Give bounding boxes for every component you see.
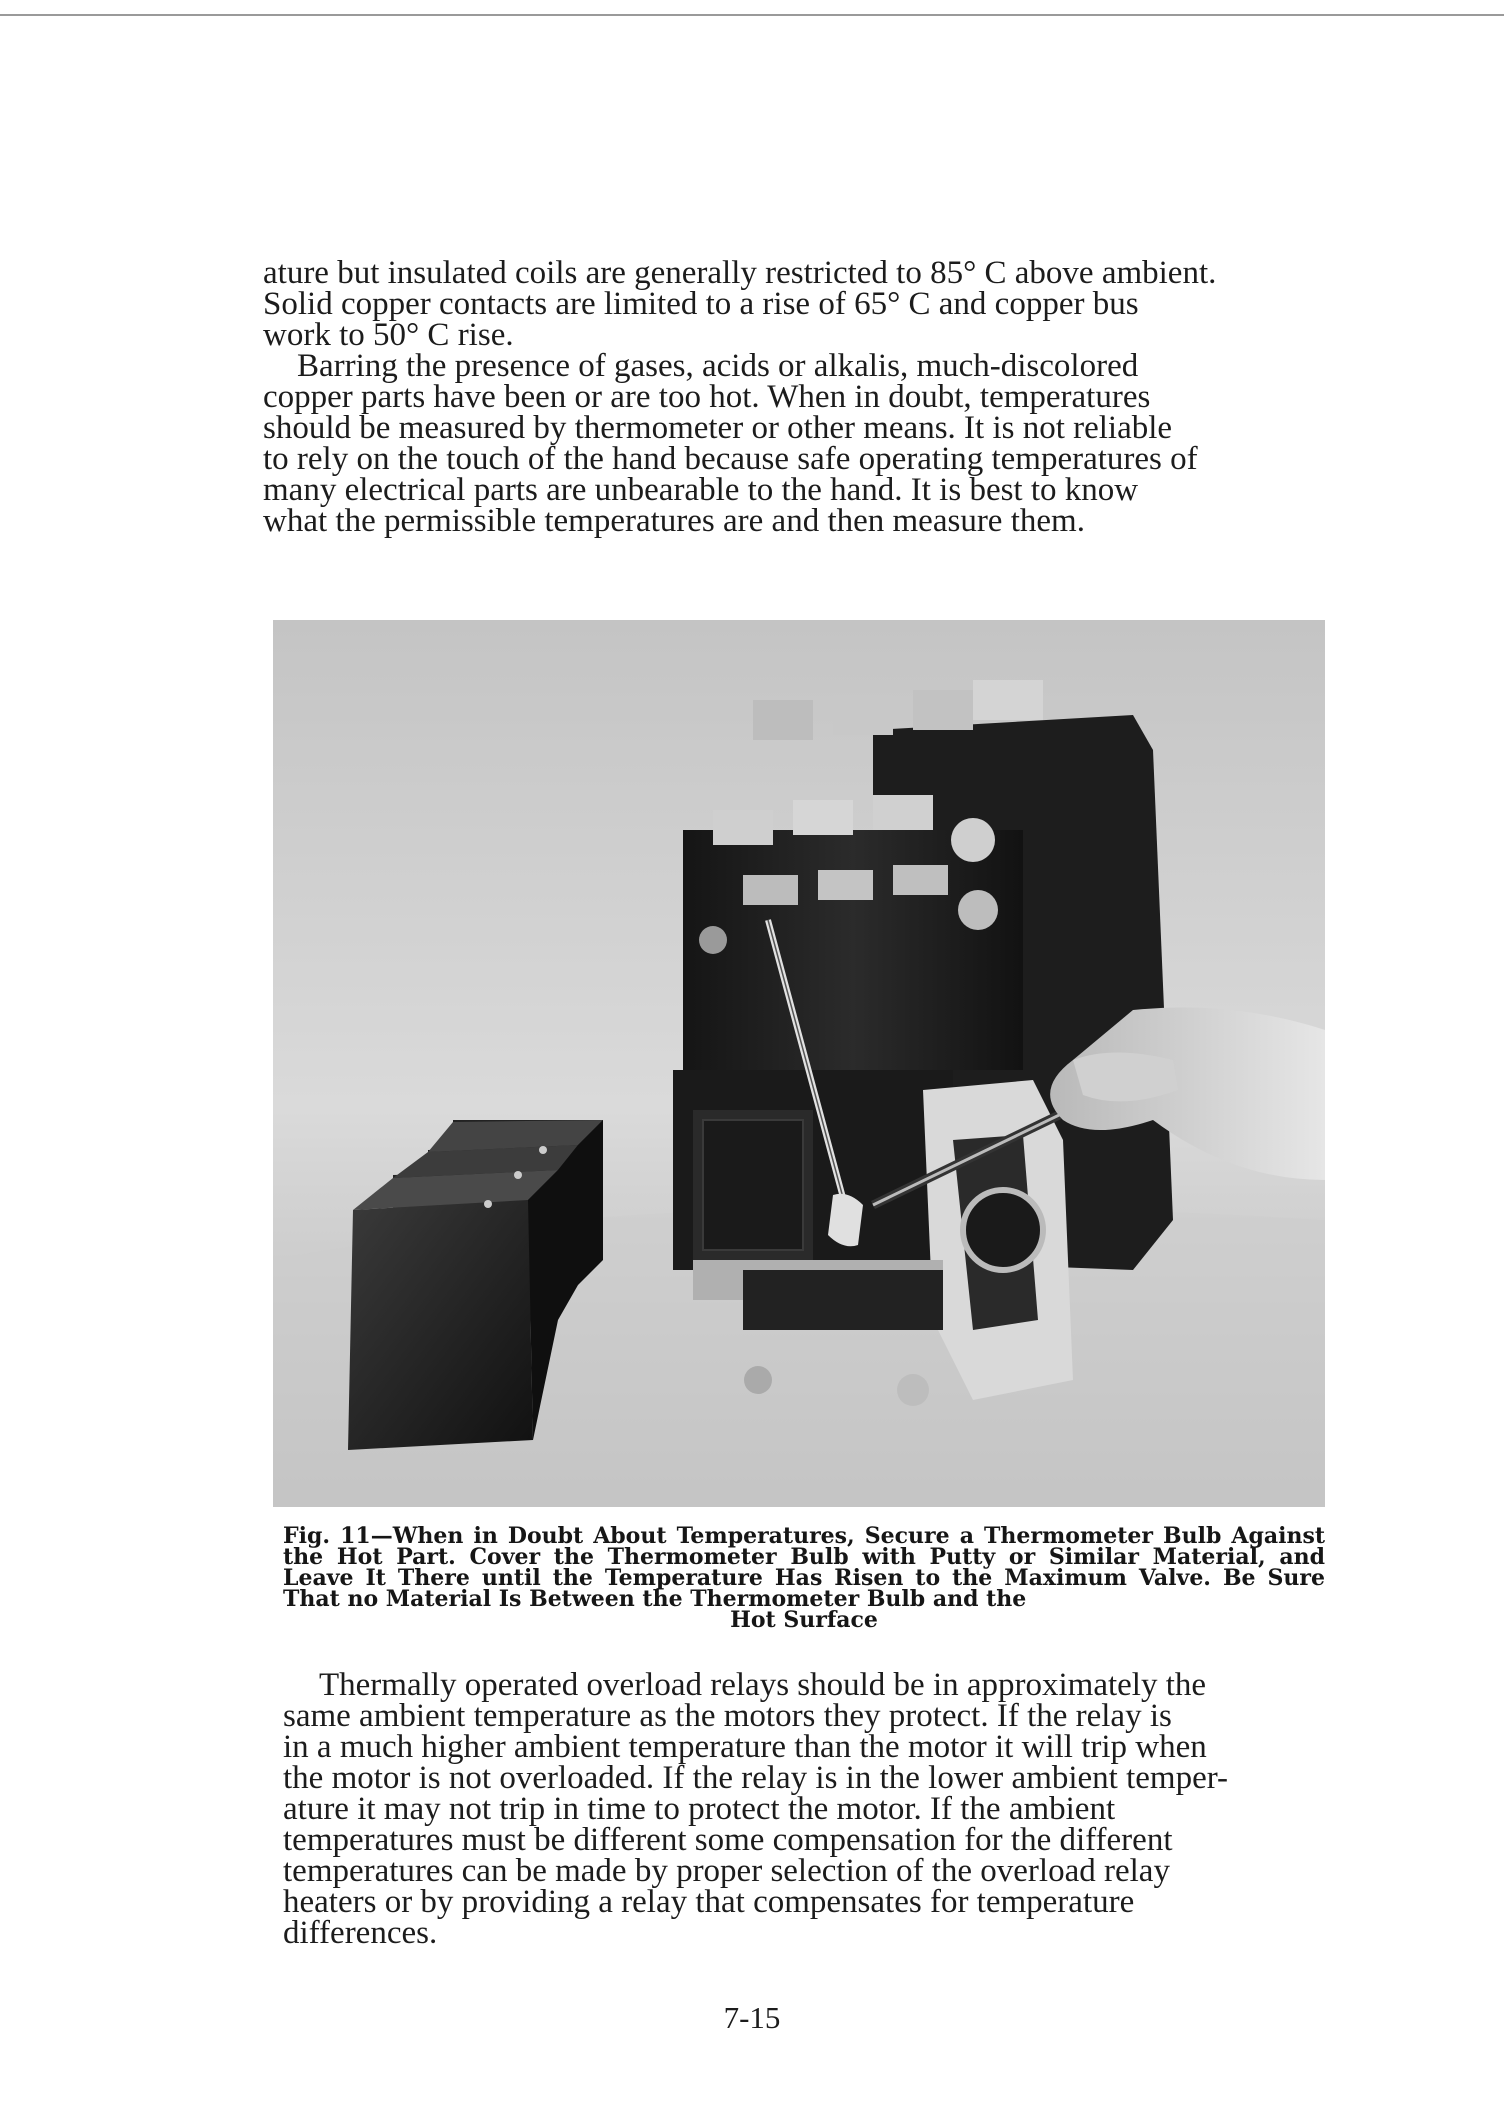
top-paragraph-2: Barring the presence of gases, acids or alkalis, much-discolored copper parts have been or are too hot. When in doubt, temperatures should be measured by thermometer or other means. It is not reliable to rely on the touch of the hand because safe operating temperatures of many electrical parts are unbearable to the hand. It is best to know what the permissible temperatures are and then measure them. [263,348,1198,539]
top-paragraph-1: ature but insulated coils are generally restricted to 85° C above ambient. Solid copper contacts are limited to a rise of 65° C and copper bus work to 50° C rise. [263,255,1217,353]
bottom-paragraph-1: Thermally operated overload relays should be in approximately the same ambient temperature as the motors they protect. If the relay is in a much higher ambient temperature than the motor it will trip when the motor is not overloaded. If the relay is in the lower ambient temper- ature it may not trip in time to protect the motor. If the ambient temperatures must be different some compensation for the different temperatures can be made by proper selection of the overload relay heaters or by providing a relay that compensates for temperature differences. [283,1667,1229,1951]
top-text-block [263,255,1315,539]
page-number: 7-15 [723,2000,781,2035]
top-edge-rule [0,14,1504,16]
figure-caption-body: When in Doubt About Temperatures, Secure a Thermometer Bulb Against the Hot Part. Cover the Thermometer Bulb with Putty or Similar Material, and Leave It There until the Temperature Has Risen to the Maximum Valve. Be Sure That no Material Is Between the Thermometer Bulb and the [283,1523,1325,1612]
figure-label: Fig. 11— [283,1523,393,1549]
figure-photo-motor-starter [273,620,1325,1507]
figure-caption [283,1523,1325,1633]
bottom-text-block [283,1667,1328,1951]
figure-caption-last-line: Hot Surface [730,1607,878,1633]
